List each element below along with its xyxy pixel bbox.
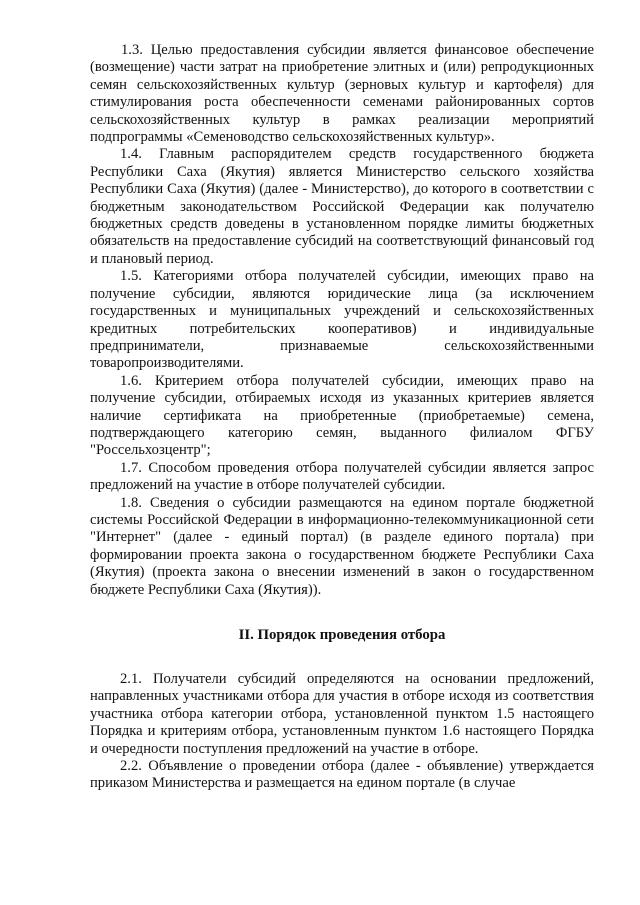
- paragraph-1-5: 1.5. Категориями отбора получателей субсидии, имеющих право на получение субсидии, являются юридические лица (за исключением государственных и муниципальных учреждений и сельскохозяйственных кредитных потребительских кооперативов) и индивидуальные предприниматели, признаваемые сельскохозяйственными товаропроизводителями.: [90, 268, 594, 372]
- paragraph-1-3: 1.3. Целью предоставления субсидии является финансовое обеспечение (возмещение) части затрат на приобретение элитных и (или) репродукционных семян сельскохозяйственных культур (зерновых культур и картофеля) для стимулирования роста обеспеченности семенами районированных сортов сельскохозяйственных культур в рамках реализации мероприятий подпрограммы «Семеноводство сельскохозяйственных культур».: [90, 42, 594, 146]
- paragraph-2-2: 2.2. Объявление о проведении отбора (далее - объявление) утверждается приказом Министерства и размещается на едином портале (в случае: [90, 758, 594, 792]
- paragraph-1-6: 1.6. Критерием отбора получателей субсидии, имеющих право на получение субсидии, отбираемых исходя из указанных критериев является наличие сертификата на приобретенные (приобретаемые) семена, подтверждающего категорию семян, выданного филиалом ФГБУ "Россельхозцентр";: [90, 372, 594, 459]
- paragraph-1-4: 1.4. Главным распорядителем средств государственного бюджета Республики Саха (Якутия) является Министерство сельского хозяйства Республики Саха (Якутия) (далее - Министерство), до которого в соответствии с бюджетным законодательством Российской Федерации как получателю бюджетных средств доведены в установленном порядке лимиты бюджетных обязательств на предоставление субсидий на соответствующий финансовый год и плановый период.: [90, 146, 594, 267]
- paragraph-1-8: 1.8. Сведения о субсидии размещаются на едином портале бюджетной системы Российской Федерации в информационно-телекоммуникационной сети "Интернет" (далее - единый портал) (в разделе единого портала) при формировании проекта закона о государственном бюджете Республики Саха (Якутия) (проекта закона о внесении изменений в закон о государственном бюджете Республики Саха (Якутия)).: [90, 494, 594, 598]
- paragraph-2-1: 2.1. Получатели субсидий определяются на основании предложений, направленных участниками отбора для участия в отборе исходя из соответствия участника отбора категории отбора, установленной пунктом 1.5 настоящего Порядка и критериям отбора, установленным пунктом 1.6 настоящего Порядка и очередности поступления предложений на участие в отборе.: [90, 671, 594, 757]
- paragraph-1-7: 1.7. Способом проведения отбора получателей субсидии является запрос предложений на участие в отборе получателей субсидии.: [90, 459, 594, 494]
- section-heading: II. Порядок проведения отбора: [238, 627, 446, 643]
